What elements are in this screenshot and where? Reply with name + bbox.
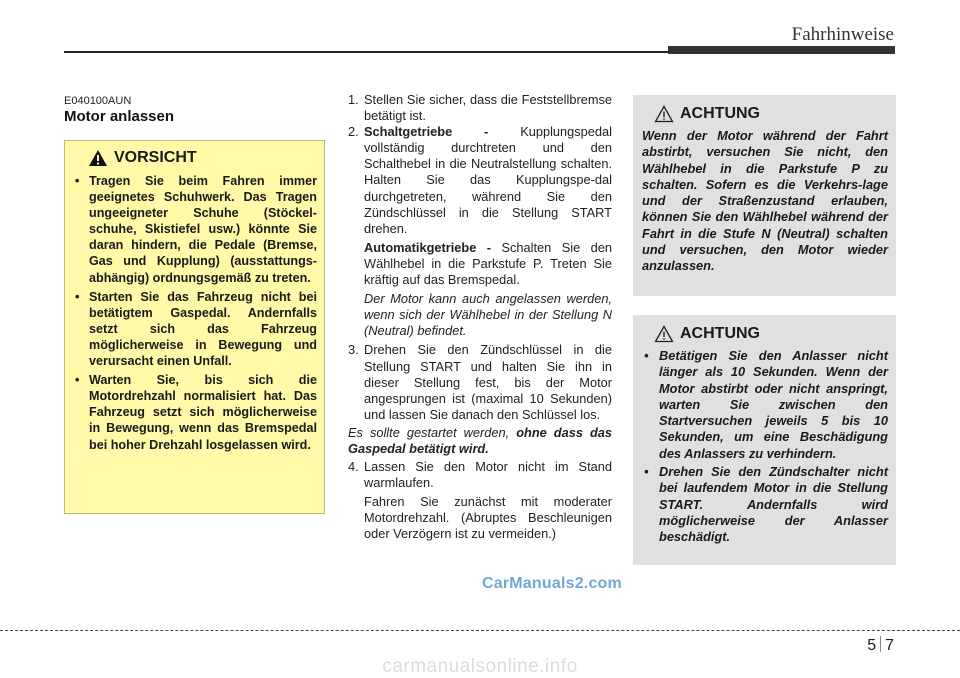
- step-4: [348, 459, 612, 491]
- step-text: Lassen Sie den Motor nicht im Stand warmlaufen.: [364, 459, 612, 491]
- step-text: Stellen Sie sicher, dass die Feststellbremse betätigt ist.: [364, 92, 612, 124]
- step-label: Schaltgetriebe -: [364, 124, 489, 140]
- page-number-separator: [880, 636, 881, 652]
- step-1: [348, 92, 612, 124]
- section-code: E040100AUN: [64, 95, 132, 107]
- vorsicht-box: [64, 140, 325, 514]
- vorsicht-item: • Starten Sie das Fahrzeug nicht bei betätigtem Gaspedal. Andernfalls setzt sich das Fahrzeug möglicherweise in Bewegung und verursacht einen Unfall.: [72, 289, 317, 369]
- step-text: Schalten Sie den Wählhebel in die Parkstufe P. Treten Sie kräftig auf das Bremspedal.: [364, 239, 612, 288]
- step-number: 1.: [348, 92, 359, 107]
- vorsicht-title-text: VORSICHT: [114, 149, 197, 166]
- gas-pedal-note: [348, 425, 612, 457]
- warning-triangle-icon: [654, 105, 674, 123]
- step-text: Kupplungspedal vollständig durchtreten und den Schalthebel in die Neutralstellung schalten. Halten Sie das Kupplungspe-dal durchgetreten, während Sie den Zündschlüssel in die Stellung START drehen.: [364, 124, 612, 236]
- step-number: 2.: [348, 124, 359, 140]
- header-rule-thick: [668, 46, 895, 54]
- section-heading: Motor anlassen: [64, 108, 175, 125]
- warning-triangle-icon: [654, 325, 674, 343]
- note-bold: ohne dass das Gaspedal betätigt wird.: [348, 424, 612, 456]
- achtung-title: [654, 325, 888, 343]
- step-label: Automatikgetriebe -: [364, 239, 492, 255]
- page-number: [867, 636, 894, 655]
- achtung-item: • Betätigen Sie den Anlasser nicht länger als 10 Sekunden. Wenn der Motor abstirbt oder nicht anspringt, warten Sie zwischen den Startversuchen jeweils 5 bis 10 Sekunden, um eine Beschädigung des Anlassers zu verhindern.: [642, 348, 888, 462]
- header-title: Fahrhinweise: [791, 24, 894, 45]
- header-rule-thin: [64, 51, 670, 53]
- achtung-list: [642, 348, 888, 546]
- vorsicht-title: [88, 149, 317, 167]
- achtung-text: Wenn der Motor während der Fahrt abstirbt, versuchen Sie nicht, den Wählhebel in die Parkstufe P zu schalten. Sofern es die Verkehrs-lage und der Straßenzustand erlauben, können Sie den Wählhebel während der Fahrt in die Stufe N (Neutral) schalten und versuchen, den Motor wieder anzulassen.: [642, 128, 888, 274]
- step-number: 4.: [348, 459, 359, 475]
- step-text: Drehen Sie den Zündschlüssel in die Stellung START und halten Sie ihn in dieser Stellung fest, bis der Motor angesprungen ist (maximal 10 Sekunden) und lassen Sie danach den Schlüssel los.: [364, 342, 612, 422]
- chapter-number: 5: [867, 637, 877, 654]
- instructions-column: [348, 92, 612, 543]
- step-2-note: Der Motor kann auch angelassen werden, wenn sich der Wählhebel in der Stellung N (Neutral) befindet.: [364, 291, 612, 339]
- step-3: [348, 342, 612, 422]
- footer-dashed-rule: [0, 630, 960, 631]
- page-number-value: 7: [885, 637, 894, 654]
- step-number: 3.: [348, 342, 359, 358]
- vorsicht-item: • Warten Sie, bis sich die Motordrehzahl normalisiert hat. Das Fahrzeug setzt sich möglicherweise in Bewegung, wenn das Bremspedal bei hoher Drehzahl losgelassen wird.: [72, 372, 317, 452]
- achtung-box-1: [633, 95, 896, 296]
- footer-watermark: carmanualsonline.info: [382, 656, 578, 677]
- step-2-automatic: [348, 240, 612, 288]
- achtung-title-text: ACHTUNG: [680, 105, 760, 122]
- vorsicht-list: [72, 173, 317, 453]
- watermark-link[interactable]: CarManuals2.com: [482, 575, 622, 592]
- note-text: Es sollte gestartet werden,: [348, 424, 517, 440]
- step-4-detail: Fahren Sie zunächst mit moderater Motordrehzahl. (Abruptes Beschleunigen oder Verzögern ist zu vermeiden.): [364, 494, 612, 542]
- achtung-title-text: ACHTUNG: [680, 325, 760, 342]
- warning-triangle-icon: [88, 149, 108, 167]
- achtung-box-2: [633, 315, 896, 565]
- achtung-title: [654, 105, 888, 123]
- vorsicht-item: • Tragen Sie beim Fahren immer geeignetes Schuhwerk. Das Tragen ungeeigneter Schuhe (Stöckel-schuhe, Skistiefel usw.) könnte Sie daran hindern, die Pedale (Bremse, Gas und Kupplung) (ausstattungs-abhängig) ordnungsgemäß zu treten.: [72, 173, 317, 286]
- achtung-item: • Drehen Sie den Zündschalter nicht bei laufendem Motor in die Stellung START. Andernfalls wird möglicherweise der Anlasser beschädigt.: [642, 464, 888, 545]
- step-2: [348, 124, 612, 237]
